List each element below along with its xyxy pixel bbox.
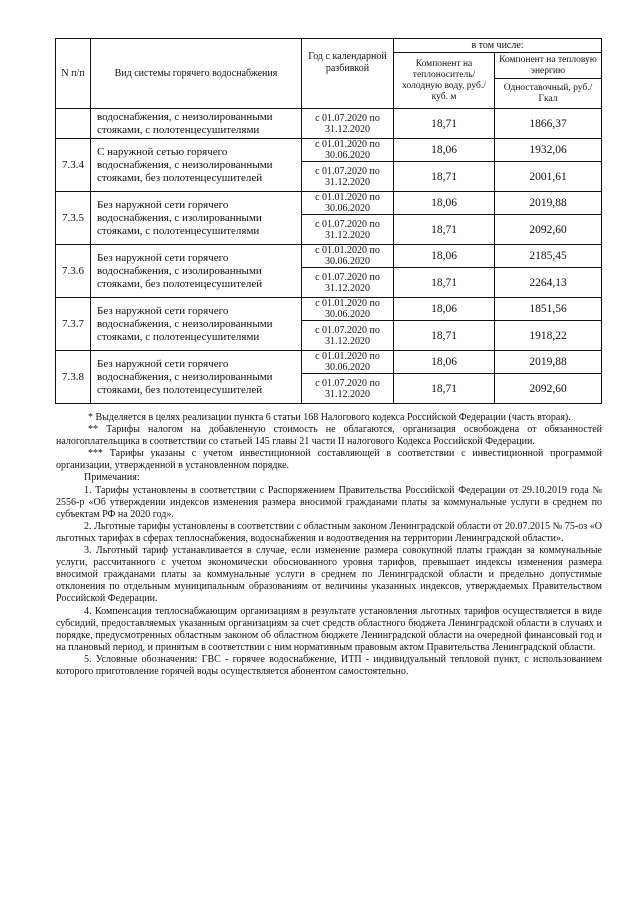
cell-row-number: 7.3.7 [56,298,91,351]
cell-system-type: Без наружной сети горячего водоснабжения, с изолированными стояками, с полотенцесушителями [91,192,302,245]
cell-heat-value: 2092,60 [495,215,602,245]
note-item: 1. Тарифы установлены в соответствии с Распоряжением Правительства Российской Федерации от 29.10.2019 года № 2556-р «Об утверждении индексов изменения размера вносимой гражданами платы за коммунальные услуги в среднем по субъектам РФ на 2020 год». [56,484,602,520]
header-num: N п/п [56,39,91,109]
header-period: Год с календарной разбивкой [302,39,394,109]
note-item: 5. Условные обозначения: ГВС - горячее водоснабжение, ИТП - индивидуальный тепловой пункт, с использованием которого приготовление горячей воды осуществляется абонентом самостоятельно. [56,653,602,677]
cell-row-number: 7.3.8 [56,351,91,404]
note-item: 4. Компенсация теплоснабжающим организациям в результате установления льготных тарифов осуществляется в виде субсидий, предоставляемых указанным организациям за счет средств областного бюджета Ленинградской области в случаях и порядке, предусмотренных областным законом об областном бюджете Ленинградской области на очередной финансовый год и на плановый период, и принятым в соответствии с ним нормативным правовым актом Правительства Ленинградской области. [56,605,602,653]
table-row [56,245,602,268]
cell-heat-value: 2092,60 [495,374,602,404]
cell-water-value: 18,71 [394,321,495,351]
cell-water-value: 18,06 [394,298,495,321]
table-row [56,351,602,374]
table-row [56,139,602,162]
cell-heat-value: 1932,06 [495,139,602,162]
footnote: ** Тарифы налогом на добавленную стоимость не облагаются, организация освобождена от обязанностей налогоплательщика в соответствии со статьей 145 главы 21 части II налогового Кодекса Российской Федерации. [56,424,602,448]
header-component-heat: Компонент на тепловую энергию [495,53,602,79]
cell-row-number: 7.3.4 [56,139,91,192]
cell-heat-value: 2001,61 [495,162,602,192]
table-row [56,109,602,139]
header-included: в том числе: [394,39,602,53]
footnote: *** Тарифы указаны с учетом инвестиционной составляющей в соответствии с инвестиционной программой организации, утвержденной в установленном порядке. [56,448,602,472]
cell-system-type: Без наружной сети горячего водоснабжения, с неизолированными стояками, с полотенцесушителями [91,298,302,351]
cell-period: с 01.01.2020 по 30.06.2020 [302,351,394,374]
cell-period: с 01.07.2020 по 31.12.2020 [302,268,394,298]
cell-heat-value: 1851,56 [495,298,602,321]
table-row [56,192,602,215]
cell-period: с 01.07.2020 по 31.12.2020 [302,374,394,404]
cell-water-value: 18,06 [394,192,495,215]
cell-period: с 01.07.2020 по 31.12.2020 [302,109,394,139]
cell-heat-value: 2019,88 [495,351,602,374]
cell-period: с 01.07.2020 по 31.12.2020 [302,162,394,192]
notes-title: Примечания: [84,472,140,484]
header-component-water: Компонент на теплоноситель/ холодную воду, руб./куб. м [394,53,495,109]
cell-period: с 01.01.2020 по 30.06.2020 [302,192,394,215]
cell-water-value: 18,06 [394,139,495,162]
cell-period: с 01.07.2020 по 31.12.2020 [302,215,394,245]
tariff-table [55,38,602,404]
cell-heat-value: 2264,13 [495,268,602,298]
cell-system-type: водоснабжения, с неизолированными стояками, с полотенцесушителями [91,109,302,139]
notes-section [56,412,602,678]
cell-water-value: 18,71 [394,374,495,404]
cell-water-value: 18,06 [394,245,495,268]
cell-period: с 01.01.2020 по 30.06.2020 [302,139,394,162]
cell-heat-value: 1866,37 [495,109,602,139]
cell-system-type: Без наружной сети горячего водоснабжения, с изолированными стояками, без полотенцесушителей [91,245,302,298]
table-row [56,298,602,321]
cell-system-type: Без наружной сети горячего водоснабжения, с неизолированными стояками, без полотенцесушителей [91,351,302,404]
cell-heat-value: 2019,88 [495,192,602,215]
cell-row-number: 7.3.6 [56,245,91,298]
header-single-rate: Одноставочный, руб./Гкал [495,79,602,109]
footnote: * Выделяется в целях реализации пункта 6 статьи 168 Налогового кодекса Российской Федерации (часть вторая). [88,412,571,423]
cell-heat-value: 2185,45 [495,245,602,268]
note-item: 2. Льготные тарифы установлены в соответствии с областным законом Ленинградской области от 20.07.2015 № 75-оз «О льготных тарифах в сферах теплоснабжения, водоснабжения и водоотведения на территории Ленинградской области». [56,520,602,544]
header-type: Вид системы горячего водоснабжения [91,39,302,109]
cell-water-value: 18,71 [394,109,495,139]
cell-period: с 01.07.2020 по 31.12.2020 [302,321,394,351]
cell-water-value: 18,71 [394,162,495,192]
cell-period: с 01.01.2020 по 30.06.2020 [302,245,394,268]
cell-system-type: С наружной сетью горячего водоснабжения, с неизолированными стояками, без полотенцесушителей [91,139,302,192]
cell-water-value: 18,71 [394,268,495,298]
cell-row-number: 7.3.5 [56,192,91,245]
note-item: 3. Льготный тариф устанавливается в случае, если изменение размера совокупной платы граждан за коммунальные услуги, рассчитанного с учетом экономически обоснованного уровня тарифов, превышает индексы изменения размера вносимой гражданами платы за коммунальные услуги в среднем по Ленинградской области и предельно допустимые отклонения по отдельным муниципальным образованиям от величины указанных индексов, утверждаемых Правительством Российской Федерации. [56,545,602,605]
cell-heat-value: 1918,22 [495,321,602,351]
cell-water-value: 18,71 [394,215,495,245]
cell-water-value: 18,06 [394,351,495,374]
cell-period: с 01.01.2020 по 30.06.2020 [302,298,394,321]
